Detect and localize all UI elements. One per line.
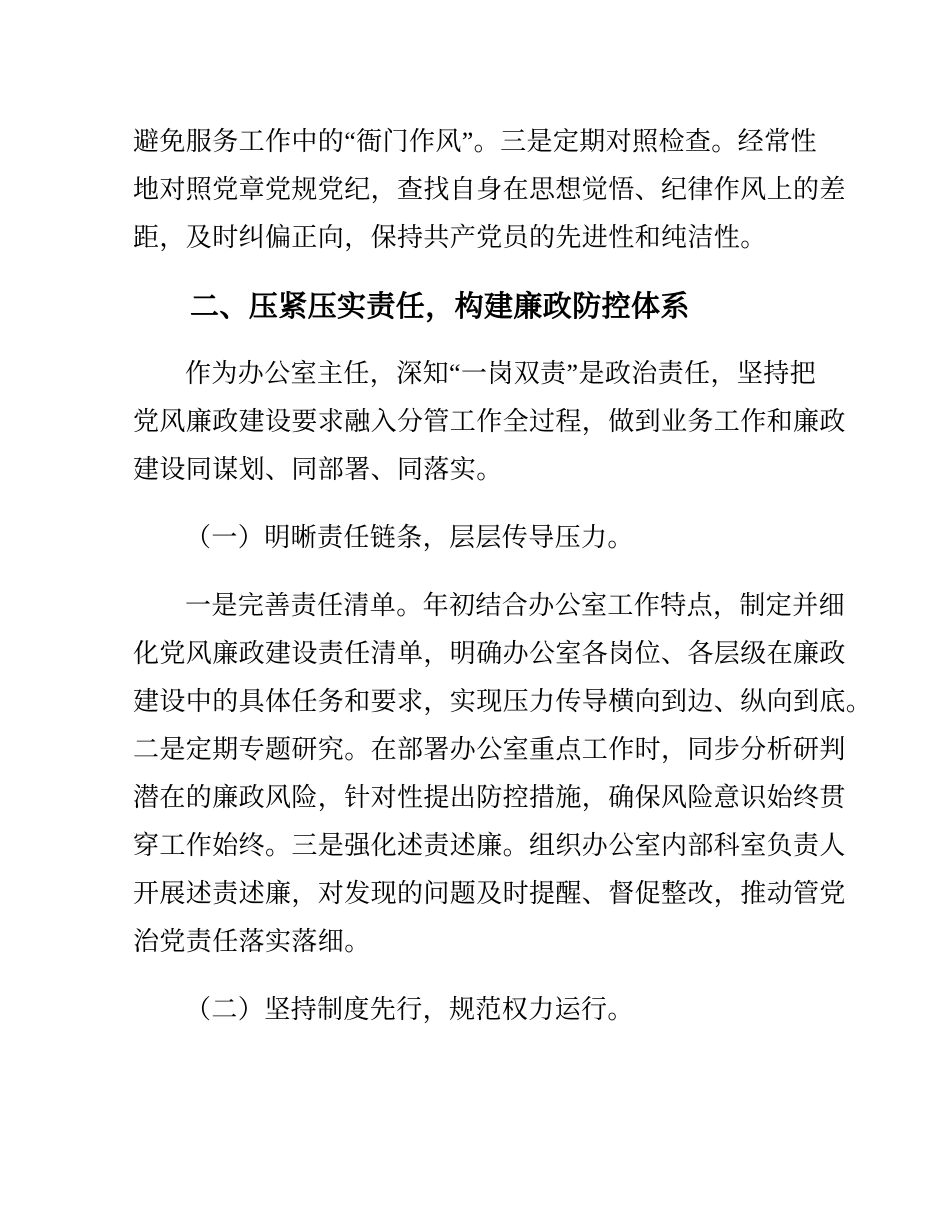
text-line: 党风廉政建设要求融入分管工作全过程，做到业务工作和廉政 (133, 407, 846, 436)
paragraph (133, 986, 850, 1034)
text-line: （二）坚持制度先行，规范权力运行。 (185, 995, 634, 1024)
heading-line: 二、压紧压实责任，构建廉政防控体系 (190, 289, 690, 323)
paragraph (133, 514, 850, 562)
section-heading (133, 282, 850, 330)
text-line: 建设中的具体任务和要求，实现压力传导横向到边、纵向到底。 (133, 687, 873, 716)
document-content (133, 118, 873, 1034)
text-line: 穿工作始终。三是强化述责述廉。组织办公室内部科室负责人 (133, 831, 846, 860)
text-line: 作为办公室主任，深知“一岗双责”是政治责任，坚持把 (185, 359, 817, 388)
text-line: 治党责任落实落细。 (133, 927, 371, 956)
text-line: 开展述责述廉，对发现的问题及时提醒、督促整改，推动管党 (133, 879, 846, 908)
paragraph (133, 350, 850, 494)
paragraph (133, 118, 850, 262)
text-line: 距，及时纠偏正向，保持共产党员的先进性和纯洁性。 (133, 223, 767, 252)
text-line: 避免服务工作中的“衙门作风”。三是定期对照检查。经常性 (133, 127, 817, 156)
text-line: 建设同谋划、同部署、同落实。 (133, 455, 503, 484)
text-line: 潜在的廉政风险，针对性提出防控措施，确保风险意识始终贯 (133, 783, 846, 812)
text-line: 地对照党章党规党纪，查找自身在思想觉悟、纪律作风上的差 (133, 175, 846, 204)
text-line: 二是定期专题研究。在部署办公室重点工作时，同步分析研判 (133, 735, 846, 764)
text-line: 化党风廉政建设责任清单，明确办公室各岗位、各层级在廉政 (133, 639, 846, 668)
paragraph (133, 582, 873, 966)
text-line: 一是完善责任清单。年初结合办公室工作特点，制定并细 (185, 591, 846, 620)
text-line: （一）明晰责任链条，层层传导压力。 (185, 523, 634, 552)
